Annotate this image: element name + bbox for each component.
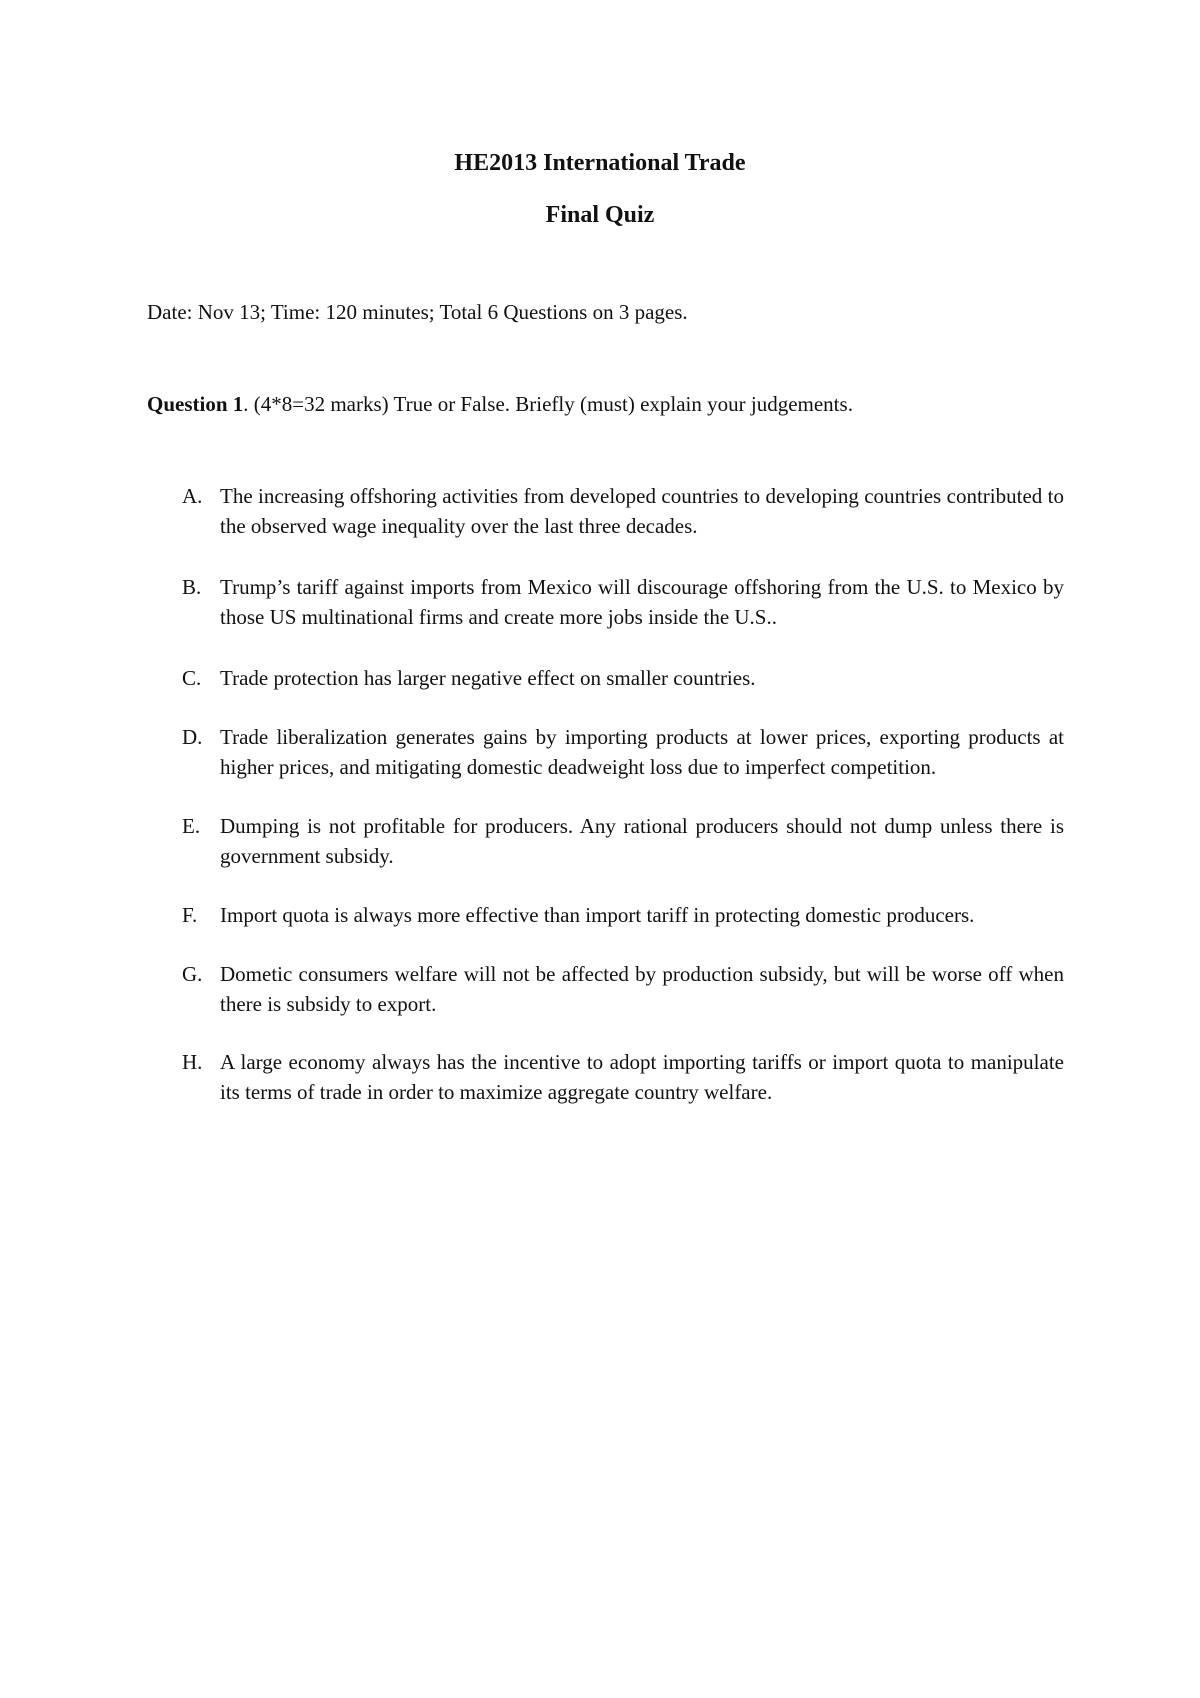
statement-letter: F. <box>182 903 198 927</box>
statement-g <box>182 959 1064 1019</box>
statement-h <box>182 1047 1064 1107</box>
exam-info: Date: Nov 13; Time: 120 minutes; Total 6 Questions on 3 pages. <box>147 300 688 324</box>
statement-text: Trump’s tariff against imports from Mexico will discourage offshoring from the U.S. to Mexico by those US multinational firms and create more jobs inside the U.S.. <box>220 575 1064 629</box>
question-1-heading <box>147 390 853 418</box>
statement-text: The increasing offshoring activities from developed countries to developing countries contributed to the observed wage inequality over the last three decades. <box>220 484 1064 538</box>
exam-title: Final Quiz <box>545 202 655 228</box>
statement-f <box>182 900 1064 930</box>
statement-letter: H. <box>182 1050 203 1074</box>
statement-letter: A. <box>182 484 203 508</box>
statement-letter: D. <box>182 725 203 749</box>
statement-d <box>182 722 1064 782</box>
statement-b <box>182 572 1064 632</box>
statement-letter: B. <box>182 575 202 599</box>
statement-letter: E. <box>182 814 201 838</box>
question-1-label: Question 1 <box>147 392 244 416</box>
statement-letter: G. <box>182 962 203 986</box>
question-1-statements <box>182 481 1064 1107</box>
statement-e <box>182 811 1064 871</box>
statement-text: Trade protection has larger negative effect on smaller countries. <box>220 666 756 690</box>
statement-text: Trade liberalization generates gains by importing products at lower prices, exporting products at higher prices, and mitigating domestic deadweight loss due to imperfect competition. <box>220 725 1064 779</box>
statement-text: Import quota is always more effective than import tariff in protecting domestic producers. <box>220 903 975 927</box>
statement-letter: C. <box>182 666 202 690</box>
course-title: HE2013 International Trade <box>454 150 746 176</box>
statement-text: Dometic consumers welfare will not be affected by production subsidy, but will be worse off when there is subsidy to export. <box>220 962 1064 1016</box>
statement-text: Dumping is not profitable for producers. Any rational producers should not dump unless there is government subsidy. <box>220 814 1064 868</box>
statement-c <box>182 663 1064 693</box>
statement-text: A large economy always has the incentive to adopt importing tariffs or import quota to manipulate its terms of trade in order to maximize aggregate country welfare. <box>220 1050 1064 1104</box>
statement-a <box>182 481 1064 541</box>
question-1-instructions: . (4*8=32 marks) True or False. Briefly (must) explain your judgements. <box>243 392 853 416</box>
